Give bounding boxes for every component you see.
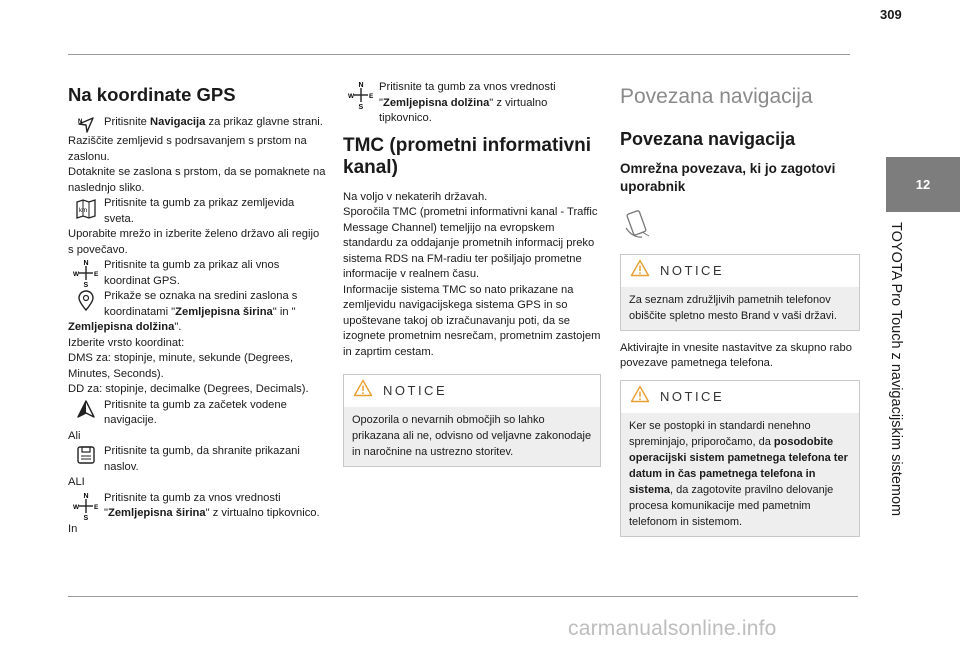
- notice2-text-c: , da zagotovite pravilno delovanje procesa komunikacije med pametnim telefonom in sistemom.: [629, 483, 834, 528]
- pin-instruction: [68, 289, 326, 320]
- pin-text-e: ".: [174, 321, 182, 333]
- svg-text:N: N: [78, 119, 83, 125]
- save-text: Pritisnite ta gumb, da shranite prikazani naslov.: [104, 445, 300, 473]
- or-text-2: ALI: [68, 476, 85, 488]
- activate-sharing-text: Aktivirajte in vnesite nastavitve za skupno rabo povezave pametnega telefona.: [620, 341, 852, 369]
- guidance-text: Pritisnite ta gumb za začetek vodene navigacije.: [104, 398, 287, 426]
- smartphone-icon: [622, 210, 860, 246]
- gps-section-title: Na koordinate GPS: [68, 84, 236, 105]
- lon-text-bold: Zemljepisna dolžina: [382, 96, 490, 109]
- notice2-text-a: Ker se postopki in standardi nenehno spreminjajo, priporočamo, da: [629, 419, 811, 448]
- svg-text:S: S: [83, 282, 89, 287]
- gps-coords-instruction: [68, 258, 326, 289]
- pin-text-c: " in ": [272, 305, 296, 318]
- svg-text:E: E: [94, 271, 99, 278]
- notice-body: [621, 413, 859, 536]
- column-connected-nav: [620, 80, 860, 537]
- guidance-arrow-icon: [68, 398, 104, 429]
- svg-text:E: E: [369, 93, 374, 100]
- world-map-icon: [68, 196, 104, 227]
- warning-triangle-icon: [630, 259, 650, 283]
- nav-text-bold: Navigacija: [150, 116, 206, 128]
- notice-header: [621, 381, 859, 413]
- nav-text-a: Pritisnite: [104, 116, 151, 128]
- notice-body: Za seznam združljivih pametnih telefonov obiščite spletno mesto Brand v vaši državi.: [621, 287, 859, 330]
- update-os-notice: [620, 380, 860, 537]
- world-map-instruction: [68, 196, 326, 227]
- svg-text:N: N: [83, 260, 89, 267]
- svg-text:S: S: [83, 514, 89, 520]
- coord-type-text: Izberite vrsto koordinat:: [68, 336, 185, 349]
- gps-coords-text: Pritisnite ta gumb za prikaz ali vnos koordinat GPS.: [104, 259, 280, 287]
- touch-screen-text: Dotaknite se zaslona s prstom, da se pomaknete na naslednjo sliko.: [68, 166, 326, 194]
- top-divider: [68, 54, 850, 55]
- notice-body: Opozorila o nevarnih območjih so lahko prikazana ali ne, odvisno od veljavne zakonodaje in naročnine na ustrezno storitev.: [344, 407, 600, 466]
- world-map-text: Pritisnite ta gumb za prikaz zemljevida sveta.: [104, 197, 295, 225]
- location-pin-icon: [68, 289, 104, 320]
- notice-header: [344, 375, 600, 407]
- or-text-1: Ali: [68, 429, 81, 442]
- svg-text:W: W: [73, 271, 80, 278]
- chapter-side-title-text: TOYOTA Pro Touch z navigacijskim sistemom: [888, 222, 904, 517]
- longitude-instruction: [343, 80, 601, 127]
- lon-text-c: " z virtualno tipkovnico.: [379, 96, 548, 124]
- pin-latitude-bold: Zemljepisna širina: [175, 305, 273, 318]
- network-subtitle: Omrežna povezava, ki jo zagotovi uporabnik: [620, 161, 836, 194]
- page-number: 309: [880, 7, 902, 22]
- connected-nav-gray-title: Povezana navigacija: [620, 85, 813, 108]
- compass-icon: [343, 80, 379, 127]
- tmc-notice-box: [343, 374, 601, 467]
- chapter-side-title: [874, 222, 914, 542]
- lat-text-bold: Zemljepisna širina: [107, 507, 206, 519]
- compass-icon: [68, 258, 104, 289]
- watermark-text[interactable]: carmanualsonline.info: [568, 617, 777, 640]
- warning-triangle-icon: [353, 379, 373, 403]
- dd-text: DD za: stopinje, decimalke (Degrees, Decimals).: [68, 383, 309, 395]
- guidance-instruction: [68, 398, 326, 429]
- latitude-instruction: [68, 491, 326, 522]
- bottom-divider: [68, 596, 858, 597]
- column-gps: [68, 80, 326, 537]
- chapter-tab: 12: [886, 157, 960, 212]
- nav-text-c: za prikaz glavne strani.: [205, 116, 323, 128]
- svg-text:N: N: [83, 492, 89, 500]
- svg-text:km: km: [79, 208, 87, 214]
- grid-select-text: Uporabite mrežo in izberite želeno državo ali regijo s povečavo.: [68, 228, 320, 256]
- compatible-phones-notice: [620, 254, 860, 331]
- notice-title: NOTICE: [660, 262, 725, 278]
- save-disk-icon: [68, 444, 104, 475]
- lat-text-a: Pritisnite ta gumb za vnos vrednosti ": [104, 491, 281, 519]
- notice-title: NOTICE: [383, 383, 448, 399]
- navigation-instruction: [68, 115, 326, 134]
- compass-icon: [68, 491, 104, 522]
- lon-text-a: Pritisnite ta gumb za vnos vrednosti ": [379, 81, 556, 109]
- connected-nav-title: Povezana navigacija: [620, 129, 796, 149]
- save-instruction: [68, 444, 326, 475]
- svg-text:N: N: [358, 82, 364, 89]
- notice2-text-bold: posodobite operacijski sistem pametnega telefona ter datum in čas pametnega telefona in sistema: [629, 435, 848, 496]
- dms-text: DMS za: stopinje, minute, sekunde (Degrees, Minutes, Seconds).: [68, 352, 294, 380]
- column-tmc: [343, 80, 601, 467]
- navigation-arrow-icon: [68, 115, 104, 134]
- tmc-body-text: Na voljo v nekaterih državah. Sporočila TMC (prometni informativni kanal - Traffic Message Channel) temeljijo na evropskem standardu za oddajanje prometnih informacij preko sistema RDS na FM-radiu ter pošiljajo prometne informacije v realnem času. Informacije sistema TMC so nato prikazane na zemljevidu navigacijskega sistema GPS in so upoštevane takoj ob izračunavanju poti, da se izognete prometnim nesrečam, prometnim zastojem in zaprtim cestam.: [343, 190, 601, 358]
- svg-text:W: W: [348, 93, 355, 100]
- warning-triangle-icon: [630, 385, 650, 409]
- explore-map-text: Raziščite zemljevid s podrsavanjem s prstom na zaslonu.: [68, 135, 307, 163]
- svg-text:S: S: [358, 104, 364, 109]
- svg-text:W: W: [73, 503, 80, 511]
- tmc-section-title: TMC (prometni informativni kanal): [343, 134, 592, 178]
- notice-header: [621, 255, 859, 287]
- in-text: In: [68, 522, 78, 535]
- pin-text-a: Prikaže se oznaka na sredini zaslona s koordinatami ": [104, 290, 298, 318]
- svg-text:E: E: [94, 503, 99, 511]
- pin-longitude-bold: Zemljepisna dolžina: [68, 321, 175, 333]
- notice-title: NOTICE: [660, 388, 725, 404]
- lat-text-c: " z virtualno tipkovnico.: [205, 507, 320, 519]
